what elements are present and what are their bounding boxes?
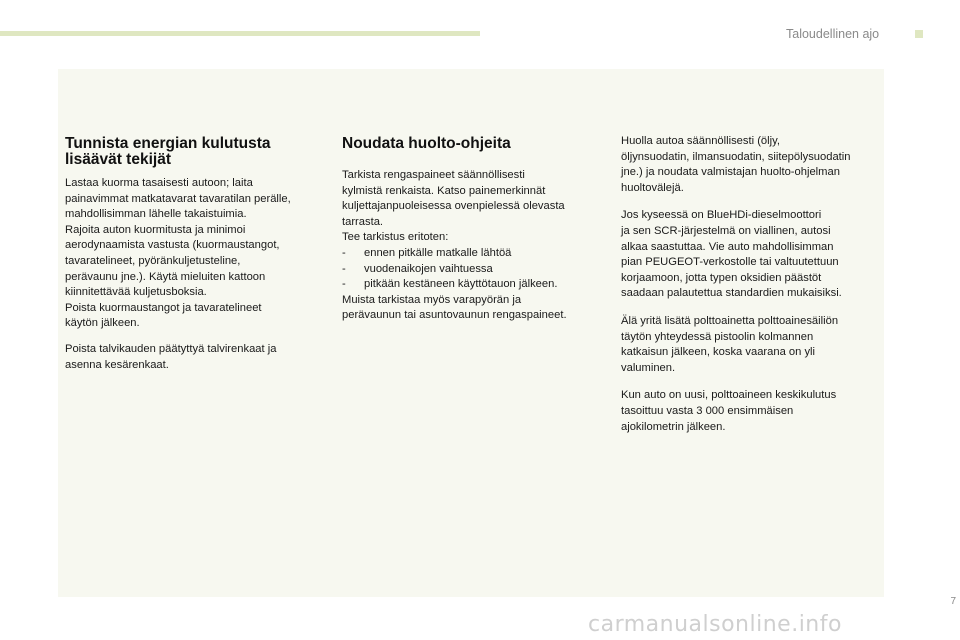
text-line: Tarkista rengaspaineet säännöllisesti (342, 169, 525, 181)
tires-paragraph (65, 342, 325, 373)
tire-pressure-paragraph (342, 168, 597, 246)
text-line: kuljettajanpuoleisessa ovenpielessä olevasta (342, 200, 565, 213)
column-maintenance (342, 136, 597, 334)
service-paragraph (621, 134, 883, 196)
header-accent-bar (0, 31, 480, 36)
text-line: tavaratelineet, pyöränkuljetusteline, (65, 254, 241, 267)
text-line: saadaan palautettua standardien mukaisiksi. (621, 287, 842, 300)
text-line: mahdollisimman lähelle takaistuimia. (65, 208, 247, 221)
bluehdi-paragraph (621, 208, 883, 302)
text-line: ja sen SCR-järjestelmä on viallinen, autosi (621, 224, 831, 237)
text-line: jne.) ja noudata valmistajan huolto-ohjelman (621, 166, 840, 179)
new-car-paragraph (621, 388, 883, 435)
text-line: käytön jälkeen. (65, 317, 140, 330)
text-line: aerodynaamista vastusta (kuormaustangot, (65, 239, 280, 252)
text-line: Jos kyseessä on BlueHDi-dieselmoottori (621, 209, 822, 222)
list-item: - ennen pitkälle matkalle lähtöä (342, 246, 597, 262)
text-line: kylmistä renkaista. Katso painemerkinnät (342, 184, 546, 197)
text-line: valuminen. (621, 361, 676, 374)
text-line: täytön yhteydessä pistoolin kolmannen (621, 330, 814, 343)
text-line: Poista talvikauden päätyttyä talvirenkaat ja (65, 342, 277, 355)
text-line: pian PEUGEOT-verkostolle tai valtuutettuun (621, 256, 839, 269)
refuel-paragraph (621, 314, 883, 376)
text-line: painavimmat matkatavarat tavaratilan perälle, (65, 192, 291, 205)
text-line: Muista tarkistaa myös varapyörän ja (342, 293, 522, 306)
text-line: tasoittuu vasta 3 000 ensimmäisen (621, 404, 794, 417)
text-line: Lastaa kuorma tasaisesti autoon; laita (65, 177, 253, 189)
text-line: Huolla autoa säännöllisesti (öljy, (621, 135, 780, 147)
column-service-notes (621, 134, 883, 445)
text-line: korjaamoon, jotta typen oksidien päästöt (621, 271, 822, 284)
list-dash: - (342, 246, 346, 259)
text-line: Tee tarkistus eritoten: (342, 231, 449, 244)
energy-factors-heading (65, 136, 325, 168)
text-line: perävaunu jne.). Käytä mieluiten kattoon (65, 270, 266, 283)
text-line: perävaunun tai asuntovaunun rengaspaineet. (342, 309, 567, 322)
list-dash: - (342, 278, 346, 291)
text-line: Poista kuormaustangot ja tavaratelineet (65, 301, 262, 314)
list-dash: - (342, 262, 346, 275)
list-item: - vuodenaikojen vaihtuessa (342, 262, 597, 278)
text-line: ajokilometrin jälkeen. (621, 420, 726, 433)
page-number: 7 (950, 596, 956, 607)
list-item: - pitkään kestäneen käyttötauon jälkeen. (342, 277, 597, 293)
text-line: tarrasta. (342, 215, 384, 228)
section-marker (915, 30, 923, 38)
load-paragraph (65, 176, 325, 332)
text-line: huoltovälejä. (621, 181, 684, 194)
column-energy-factors (65, 136, 325, 383)
watermark: carmanualsonline.info (588, 612, 842, 637)
text-line: Kun auto on uusi, polttoaineen keskikulutus (621, 389, 837, 402)
maintenance-heading: Noudata huolto-ohjeita (342, 135, 511, 152)
section-title: Taloudellinen ajo (786, 27, 880, 41)
heading-line: Tunnista energian kulutusta (65, 135, 271, 152)
text-line: kiinnitettävää kuljetusboksia. (65, 286, 207, 299)
text-line: öljynsuodatin, ilmansuodatin, siitepölysuodatin (621, 150, 851, 163)
text-line: alkaa saastuttaa. Vie auto mahdollisimman (621, 240, 834, 253)
text-line: asenna kesärenkaat. (65, 358, 169, 371)
text-line: katkaisun jälkeen, koska vaarana on yli (621, 346, 816, 359)
heading-line: lisäävät tekijät (65, 151, 171, 168)
text-line: Rajoita auton kuormitusta ja minimoi (65, 223, 246, 236)
text-line: Älä yritä lisätä polttoainetta polttoainesäiliön (621, 314, 839, 327)
spare-tire-paragraph (342, 293, 597, 324)
check-occasions-list (342, 246, 597, 293)
